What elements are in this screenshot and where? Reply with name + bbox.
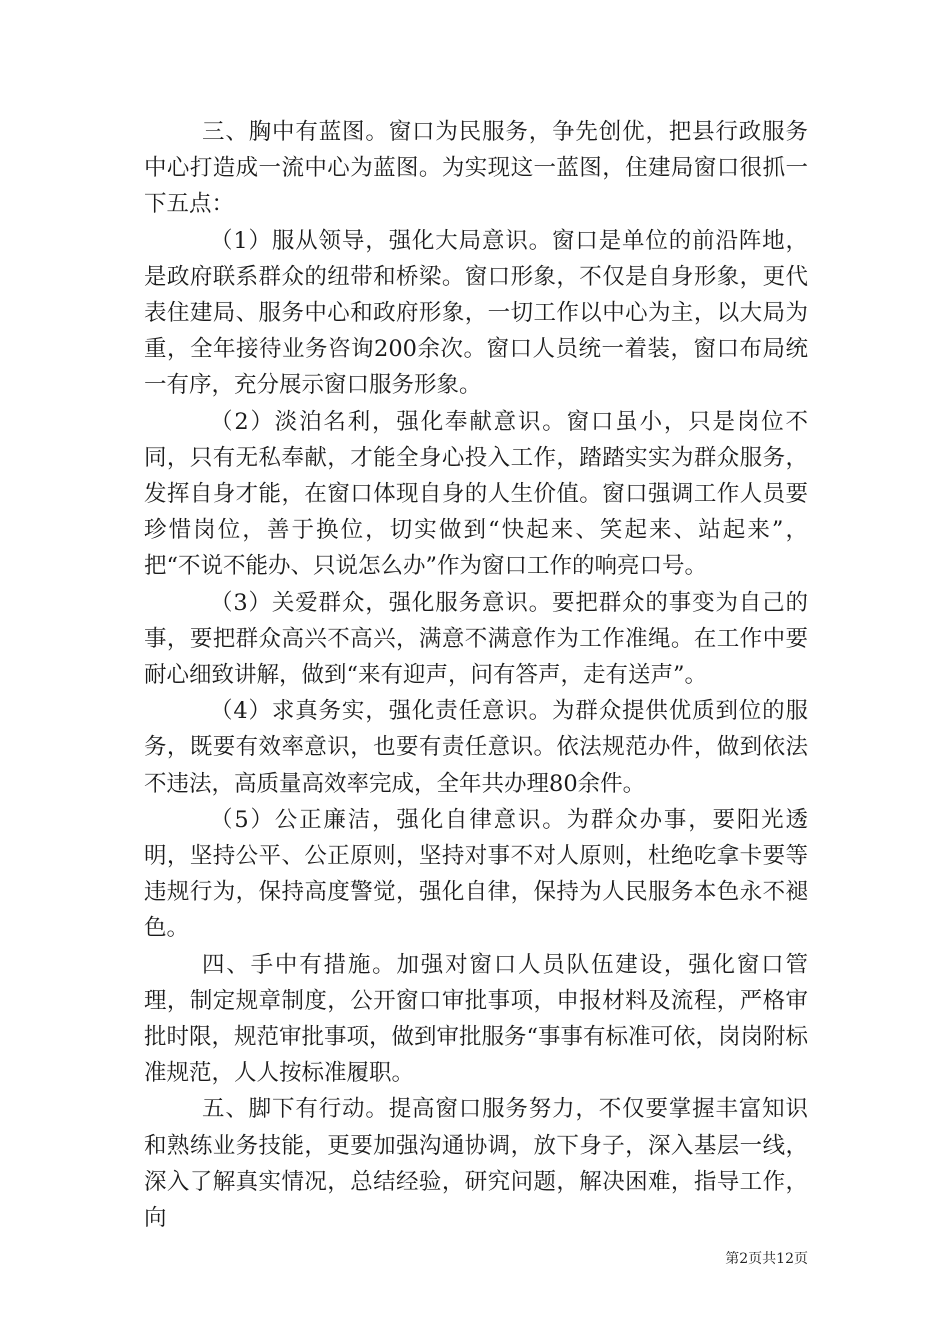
paragraph-section-3: 三、胸中有蓝图。窗口为民服务，争先创优，把县行政服务中心打造成一流中心为蓝图。为实现这一蓝图，住建局窗口很抓一下五点： [144, 119, 808, 218]
paragraph-item-2: （2）淡泊名利，强化奉献意识。窗口虽小，只是岗位不同，只有无私奉献，才能全身心投入工作，踏踏实实为群众服务，发挥自身才能，在窗口体现自身的人生价值。窗口强调工作人员要珍惜岗位，善于换位，切实做到“快起来、笑起来、站起来”，把“不说不能办、只说怎么办”作为窗口工作的响亮口号。 [144, 408, 808, 580]
paragraph-section-4: 四、手中有措施。加强对窗口人员队伍建设，强化窗口管理，制定规章制度，公开窗口审批事项，申报材料及流程，严格审批时限，规范审批事项，做到审批服务“事事有标准可依，岗岗附标准规范，人人按标准履职。 [144, 951, 809, 1087]
paragraph-item-5: （5）公正廉洁，强化自律意识。为群众办事，要阳光透明，坚持公平、公正原则，坚持对事不对人原则，杜绝吃拿卡要等违规行为，保持高度警觉，强化自律，保持为人民服务本色永不褪色。 [144, 806, 808, 942]
paragraph-item-3: （3）关爱群众，强化服务意识。要把群众的事变为自己的事，要把群众高兴不高兴，满意不满意作为工作准绳。在工作中要耐心细致讲解，做到“来有迎声，问有答声，走有送声”。 [144, 589, 808, 689]
paragraph-item-1: （1）服从领导，强化大局意识。窗口是单位的前沿阵地，是政府联系群众的纽带和桥梁。窗口形象，不仅是自身形象，更代表住建局、服务中心和政府形象，一切工作以中心为主，以大局为重，全年接待业务咨询200余次。窗口人员统一着装，窗口布局统一有序，充分展示窗口服务形象。 [144, 227, 808, 399]
page-number: 第2页共12页 [725, 1251, 808, 1267]
paragraph-item-4: （4）求真务实，强化责任意识。为群众提供优质到位的服务，既要有效率意识，也要有责任意识。依法规范办件，做到依法不违法，高质量高效率完成，全年共办理80余件。 [144, 698, 808, 797]
paragraph-section-5: 五、脚下有行动。提高窗口服务努力，不仅要掌握丰富知识和熟练业务技能，更要加强沟通协调，放下身子，深入基层一线，深入了解真实情况，总结经验，研究问题，解决困难，指导工作，向 [144, 1096, 808, 1232]
document-body [144, 114, 808, 1236]
